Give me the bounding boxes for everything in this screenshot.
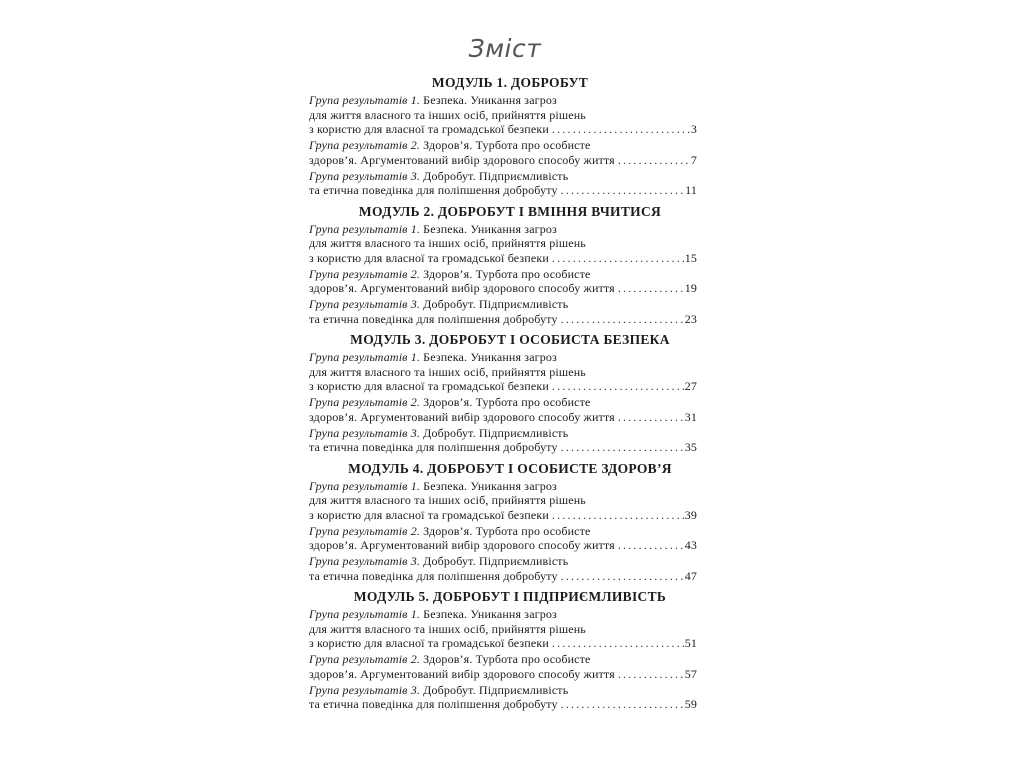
toc-module [309,74,697,198]
toc-entry[interactable] [309,222,697,266]
entry-middle-line: для життя власного та інших осіб, прийняття рішень [309,621,586,636]
toc-module [309,203,697,327]
toc-entry[interactable] [309,138,697,167]
group-label: Група результатів 2. [309,138,420,152]
entry-first-line [309,607,697,622]
module-heading[interactable]: МОДУЛЬ 3. ДОБРОБУТ І ОСОБИСТА БЕЗПЕКА [350,332,670,347]
dot-leader [561,312,684,327]
entry-first-line [309,138,697,153]
entry-last-line [309,122,697,137]
dot-leader [552,122,690,137]
entry-last-line [309,667,697,682]
toc-entry[interactable] [309,524,697,553]
page-number: 15 [684,250,697,265]
entry-first-line [309,267,697,282]
group-label: Група результатів 3. [309,425,420,440]
entry-title-end: та етична поведінка для поліпшення добробуту [309,440,558,454]
group-label: Група результатів 2. [309,395,420,409]
entry-first-line [309,479,697,494]
entry-last-line [309,251,697,266]
entry-title-end: та етична поведінка для поліпшення добробуту [309,568,558,583]
dot-leader [561,440,684,455]
dot-leader [552,379,684,394]
entry-title-start: Безпека. Уникання загроз [420,93,557,107]
entry-title-start: Безпека. Уникання загроз [420,350,557,364]
dot-leader [561,697,684,712]
entry-first-line [309,169,697,184]
entry-title-start: Добробут. Підприємливість [420,682,569,697]
dot-leader [618,410,684,425]
page-number: 51 [684,636,697,650]
group-label: Група результатів 2. [309,523,420,538]
page-number: 11 [685,183,697,197]
group-label: Група результатів 2. [309,266,420,281]
module-heading[interactable]: МОДУЛЬ 4. ДОБРОБУТ І ОСОБИСТЕ ЗДОРОВ’Я [348,460,672,476]
toc-entry[interactable] [309,395,697,424]
module-heading[interactable]: МОДУЛЬ 1. ДОБРОБУТ [431,75,589,90]
entry-title-start: Безпека. Уникання загроз [420,478,557,493]
page-title: Зміст [468,34,542,63]
page-number: 19 [684,281,697,295]
entry-title-end: здоров’я. Аргументований вибір здорового способу життя [309,409,615,424]
entry-middle-line: для життя власного та інших осіб, прийняття рішень [309,493,586,507]
entry-middle-line: для життя власного та інших осіб, прийняття рішень [309,107,586,122]
entry-title-start: Здоров’я. Турбота про особисте [420,395,591,409]
page-number: 23 [684,311,697,326]
toc-entry[interactable] [309,607,697,651]
entry-title-start: Здоров’я. Турбота про особисте [420,138,591,152]
entry-last-line [309,636,697,651]
entry-title-end: та етична поведінка для поліпшення добробуту [309,183,558,197]
entry-title-end: та етична поведінка для поліпшення добробуту [309,311,558,326]
toc-entry[interactable] [309,267,697,296]
toc-entry[interactable] [309,426,697,455]
toc-entry[interactable] [309,479,697,523]
module-heading[interactable]: МОДУЛЬ 2. ДОБРОБУТ І ВМІННЯ ВЧИТИСЯ [358,203,662,219]
page-number: 39 [684,507,697,522]
entry-title-start: Безпека. Уникання загроз [420,221,557,236]
dot-leader [561,569,684,584]
page-number: 47 [684,568,697,583]
entry-last-line [309,569,697,584]
entry-last-line [309,440,697,455]
entry-title-end: здоров’я. Аргументований вибір здорового способу життя [309,152,615,167]
entry-title-end: здоров’я. Аргументований вибір здорового способу життя [309,666,615,681]
entry-title-end: з користю для власної та громадської безпеки [309,250,549,265]
page-number: 43 [684,538,697,552]
toc-entry[interactable] [309,169,697,198]
page-number: 31 [684,409,697,424]
toc-module [309,331,697,455]
entry-last-line [309,153,697,168]
entry-middle-line: для життя власного та інших осіб, прийняття рішень [309,236,586,250]
entry-last-line [309,312,697,327]
entry-last-line [309,410,697,425]
page-number: 57 [684,666,697,681]
toc-entry[interactable] [309,683,697,712]
entry-first-line [309,683,697,698]
group-label: Група результатів 1. [309,350,420,364]
entry-title-end: здоров’я. Аргументований вибір здорового способу життя [309,281,615,295]
entry-first-line [309,426,697,441]
dot-leader [618,281,684,296]
dot-leader [552,508,684,523]
entry-first-line [309,554,697,569]
entry-title-end: з користю для власної та громадської безпеки [309,636,549,650]
entry-title-start: Добробут. Підприємливість [420,554,569,568]
dot-leader [618,153,690,168]
table-of-contents [309,74,697,713]
dot-leader [552,251,684,266]
entry-title-start: Здоров’я. Турбота про особисте [420,652,591,666]
entry-last-line [309,281,697,296]
entry-last-line [309,508,697,523]
entry-title-end: та етична поведінка для поліпшення добробуту [309,697,558,711]
toc-entry[interactable] [309,652,697,681]
page-number: 59 [684,697,697,711]
entry-title-end: з користю для власної та громадської безпеки [309,379,549,393]
toc-entry[interactable] [309,93,697,137]
page-number: 35 [684,440,697,454]
entry-first-line [309,222,697,237]
entry-last-line [309,183,697,198]
toc-module [309,460,697,584]
dot-leader [618,538,684,553]
toc-entry[interactable] [309,350,697,394]
entry-title-start: Безпека. Уникання загроз [420,607,557,621]
page-number: 3 [690,122,697,136]
group-label: Група результатів 2. [309,652,420,666]
module-heading[interactable]: МОДУЛЬ 5. ДОБРОБУТ І ПІДПРИЄМЛИВІСТЬ [353,589,667,604]
page-number: 7 [690,152,697,167]
entry-last-line [309,379,697,394]
toc-entry[interactable] [309,297,697,326]
entry-first-line [309,524,697,539]
group-label: Група результатів 3. [309,554,420,568]
entry-first-line [309,395,697,410]
entry-last-line [309,538,697,553]
dot-leader [618,667,684,682]
group-label: Група результатів 3. [309,297,420,311]
entry-title-start: Здоров’я. Турбота про особисте [420,523,591,538]
dot-leader [561,183,685,198]
group-label: Група результатів 1. [309,478,420,493]
entry-title-start: Добробут. Підприємливість [420,168,569,183]
entry-last-line [309,697,697,712]
group-label: Група результатів 1. [309,93,420,107]
entry-title-end: здоров’я. Аргументований вибір здорового способу життя [309,538,615,552]
entry-first-line [309,297,697,312]
entry-title-start: Добробут. Підприємливість [420,425,569,440]
group-label: Група результатів 1. [309,221,420,236]
entry-middle-line: для життя власного та інших осіб, прийняття рішень [309,364,586,379]
entry-title-end: з користю для власної та громадської безпеки [309,122,549,136]
toc-entry[interactable] [309,554,697,583]
group-label: Група результатів 1. [309,607,420,621]
entry-first-line [309,93,697,108]
entry-title-start: Здоров’я. Турбота про особисте [420,266,591,281]
entry-title-start: Добробут. Підприємливість [420,297,569,311]
entry-first-line [309,652,697,667]
group-label: Група результатів 3. [309,168,420,183]
toc-module [309,588,697,712]
page-number: 27 [684,379,697,393]
entry-first-line [309,350,697,365]
group-label: Група результатів 3. [309,682,420,697]
entry-title-end: з користю для власної та громадської безпеки [309,507,549,522]
dot-leader [552,636,684,651]
